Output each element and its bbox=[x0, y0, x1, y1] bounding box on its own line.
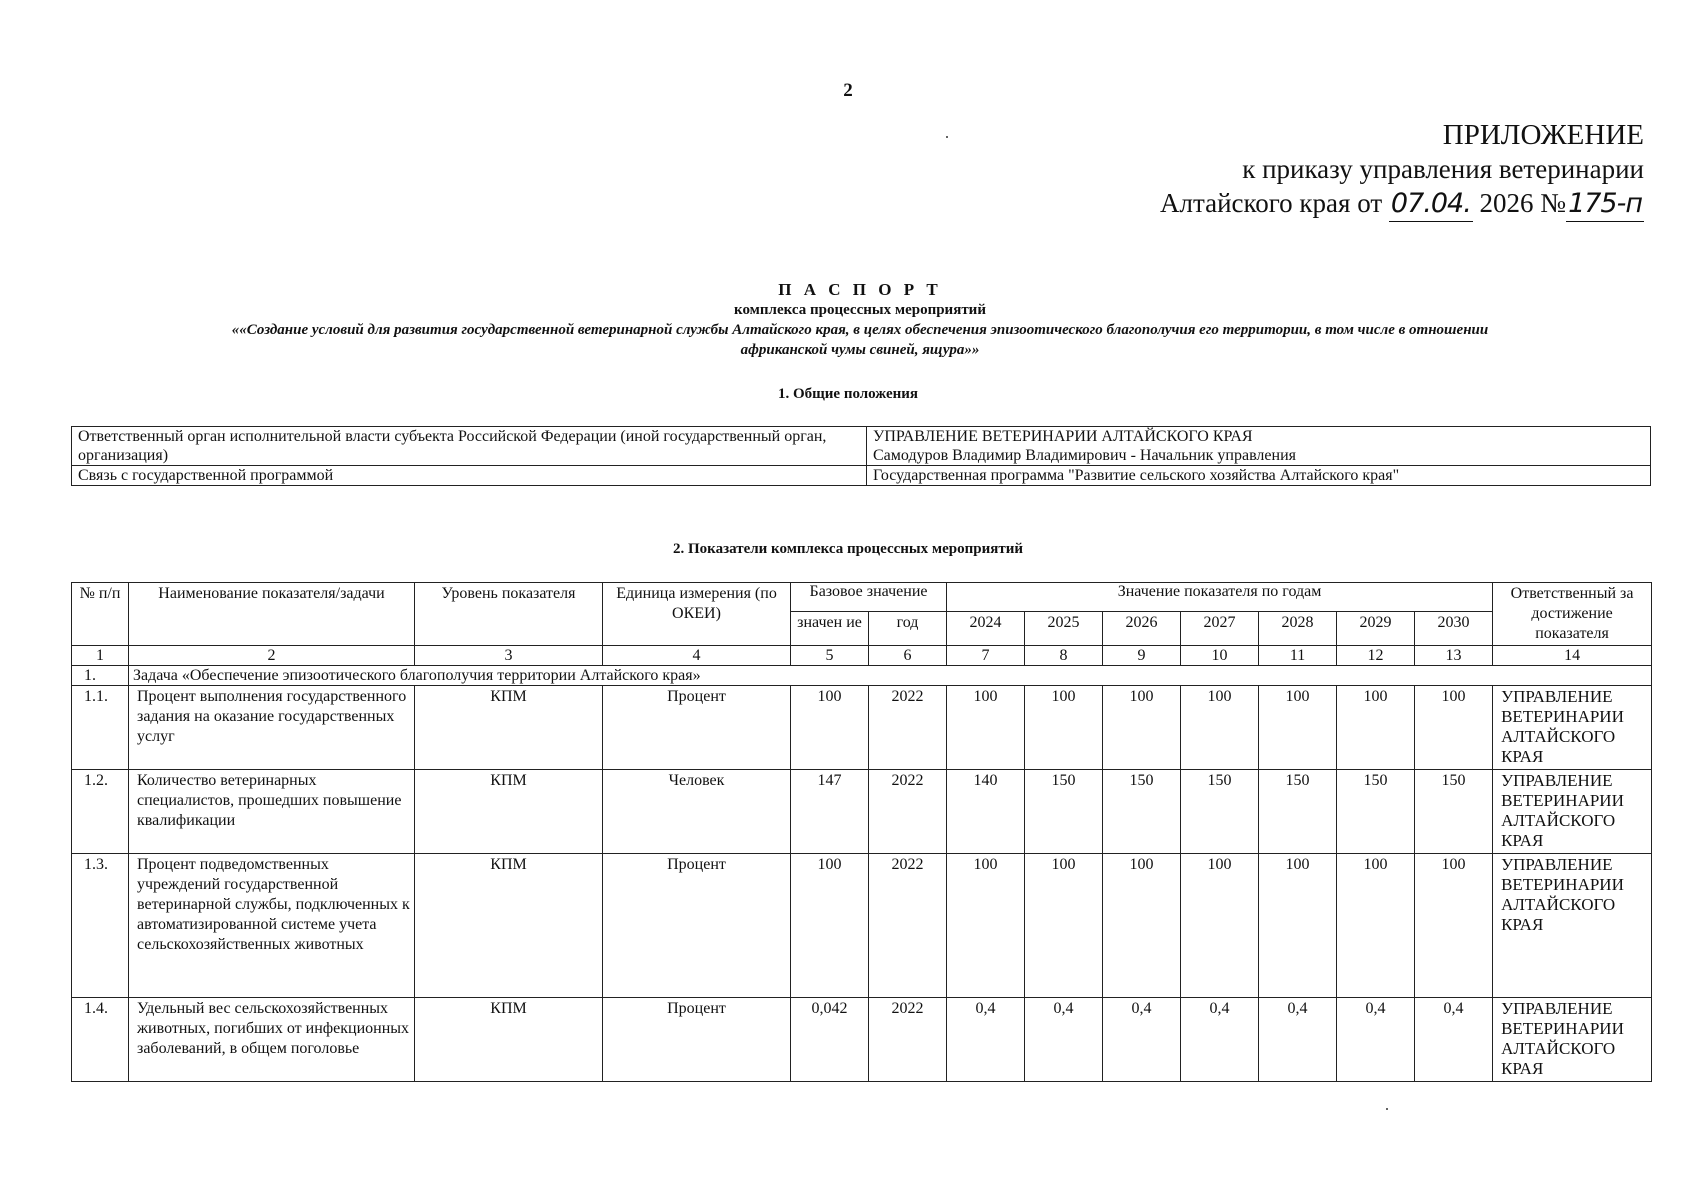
column-number-row bbox=[72, 646, 1652, 666]
row-base-value: 100 bbox=[791, 854, 869, 998]
scan-speck bbox=[1386, 1108, 1388, 1110]
scan-speck bbox=[946, 136, 948, 138]
row-unit: Человек bbox=[603, 770, 791, 854]
passport-title: П А С П О Р Т bbox=[778, 280, 942, 299]
colnum: 4 bbox=[603, 646, 791, 666]
header-num: № п/п bbox=[72, 583, 129, 646]
table-row bbox=[72, 686, 1652, 770]
colnum: 13 bbox=[1415, 646, 1493, 666]
row-level: КПМ bbox=[415, 854, 603, 998]
task-num: 1. bbox=[72, 666, 129, 686]
handwritten-date: 07.04. bbox=[1389, 187, 1473, 222]
row-base-year: 2022 bbox=[869, 770, 947, 854]
passport-heading bbox=[80, 280, 1640, 360]
general-row-program bbox=[72, 466, 1651, 486]
row-value-2026: 0,4 bbox=[1103, 998, 1181, 1082]
colnum: 8 bbox=[1025, 646, 1103, 666]
colnum: 14 bbox=[1493, 646, 1652, 666]
colnum: 2 bbox=[129, 646, 415, 666]
row-name: Количество ветеринарных специалистов, прошедших повышение квалификации bbox=[129, 770, 415, 854]
row-unit: Процент bbox=[603, 854, 791, 998]
row-value-2024: 140 bbox=[947, 770, 1025, 854]
row-value-2028: 150 bbox=[1259, 770, 1337, 854]
appendix-year: 2026 № bbox=[1479, 188, 1567, 218]
table-row bbox=[72, 770, 1652, 854]
row-value-2029: 100 bbox=[1337, 854, 1415, 998]
row-base-value: 0,042 bbox=[791, 998, 869, 1082]
row-value-2027: 150 bbox=[1181, 770, 1259, 854]
row-name: Процент выполнения государственного задания на оказание государственных услуг bbox=[129, 686, 415, 770]
row-value-2028: 100 bbox=[1259, 686, 1337, 770]
row-value-2025: 0,4 bbox=[1025, 998, 1103, 1082]
row-value-2028: 0,4 bbox=[1259, 998, 1337, 1082]
row-base-value: 147 bbox=[791, 770, 869, 854]
row-unit: Процент bbox=[603, 686, 791, 770]
task-row bbox=[72, 666, 1652, 686]
row-name: Процент подведомственных учреждений государственной ветеринарной службы, подключенных к автоматизированной системе учета сельскохозяйственных животных bbox=[129, 854, 415, 998]
colnum: 9 bbox=[1103, 646, 1181, 666]
general-value-responsible bbox=[867, 427, 1651, 466]
general-value-program: Государственная программа "Развитие сельского хозяйства Алтайского края" bbox=[867, 466, 1651, 486]
header-unit: Единица измерения (по ОКЕИ) bbox=[603, 583, 791, 646]
header-level: Уровень показателя bbox=[415, 583, 603, 646]
responsible-head: Самодуров Владимир Владимирович - Начальник управления bbox=[873, 447, 1296, 464]
header-year-2026: 2026 bbox=[1103, 611, 1181, 646]
row-value-2028: 100 bbox=[1259, 854, 1337, 998]
row-num: 1.1. bbox=[72, 686, 129, 770]
header-responsible: Ответственный за достижение показателя bbox=[1493, 583, 1652, 646]
colnum: 1 bbox=[72, 646, 129, 666]
header-by-years: Значение показателя по годам bbox=[947, 583, 1493, 612]
colnum: 12 bbox=[1337, 646, 1415, 666]
row-value-2027: 0,4 bbox=[1181, 998, 1259, 1082]
row-level: КПМ bbox=[415, 770, 603, 854]
handwritten-order-number: 175-п bbox=[1566, 187, 1644, 222]
row-value-2029: 0,4 bbox=[1337, 998, 1415, 1082]
row-name: Удельный вес сельскохозяйственных животных, погибших от инфекционных заболеваний, в общем поголовье bbox=[129, 998, 415, 1082]
general-label-responsible: Ответственный орган исполнительной власти субъекта Российской Федерации (иной государственный орган, организация) bbox=[72, 427, 867, 466]
row-value-2030: 100 bbox=[1415, 686, 1493, 770]
table-row bbox=[72, 854, 1652, 998]
row-value-2024: 0,4 bbox=[947, 998, 1025, 1082]
row-responsible: УПРАВЛЕНИЕ ВЕТЕРИНАРИИ АЛТАЙСКОГО КРАЯ bbox=[1493, 854, 1652, 998]
row-base-value: 100 bbox=[791, 686, 869, 770]
colnum: 5 bbox=[791, 646, 869, 666]
header-year-2024: 2024 bbox=[947, 611, 1025, 646]
appendix-line2: к приказу управления ветеринарии bbox=[1242, 154, 1644, 184]
colnum: 7 bbox=[947, 646, 1025, 666]
appendix-title: ПРИЛОЖЕНИЕ bbox=[1442, 119, 1644, 151]
task-text: Задача «Обеспечение эпизоотического благополучия территории Алтайского края» bbox=[129, 666, 1652, 686]
row-value-2026: 100 bbox=[1103, 686, 1181, 770]
row-value-2025: 100 bbox=[1025, 686, 1103, 770]
general-row-responsible bbox=[72, 427, 1651, 466]
row-num: 1.2. bbox=[72, 770, 129, 854]
row-value-2029: 100 bbox=[1337, 686, 1415, 770]
row-value-2026: 150 bbox=[1103, 770, 1181, 854]
page-number: 2 bbox=[843, 80, 853, 101]
row-base-year: 2022 bbox=[869, 998, 947, 1082]
row-base-year: 2022 bbox=[869, 686, 947, 770]
colnum: 3 bbox=[415, 646, 603, 666]
appendix-line3 bbox=[844, 186, 1644, 222]
header-year-2025: 2025 bbox=[1025, 611, 1103, 646]
header-base-year: год bbox=[869, 611, 947, 646]
row-value-2030: 150 bbox=[1415, 770, 1493, 854]
row-num: 1.4. bbox=[72, 998, 129, 1082]
colnum: 11 bbox=[1259, 646, 1337, 666]
row-unit: Процент bbox=[603, 998, 791, 1082]
header-row-1 bbox=[72, 583, 1652, 612]
section2-title: 2. Показатели комплекса процессных мероприятий bbox=[672, 541, 1023, 557]
row-level: КПМ bbox=[415, 686, 603, 770]
row-value-2024: 100 bbox=[947, 854, 1025, 998]
appendix-line3-prefix: Алтайского края от bbox=[1160, 188, 1383, 218]
row-value-2027: 100 bbox=[1181, 686, 1259, 770]
colnum: 6 bbox=[869, 646, 947, 666]
row-value-2030: 0,4 bbox=[1415, 998, 1493, 1082]
row-responsible: УПРАВЛЕНИЕ ВЕТЕРИНАРИИ АЛТАЙСКОГО КРАЯ bbox=[1493, 998, 1652, 1082]
section1-title: 1. Общие положения bbox=[777, 386, 919, 402]
row-value-2024: 100 bbox=[947, 686, 1025, 770]
row-responsible: УПРАВЛЕНИЕ ВЕТЕРИНАРИИ АЛТАЙСКОГО КРАЯ bbox=[1493, 770, 1652, 854]
general-label-program: Связь с государственной программой bbox=[72, 466, 867, 486]
row-base-year: 2022 bbox=[869, 854, 947, 998]
appendix-header bbox=[844, 118, 1644, 222]
row-value-2026: 100 bbox=[1103, 854, 1181, 998]
header-year-2027: 2027 bbox=[1181, 611, 1259, 646]
row-level: КПМ bbox=[415, 998, 603, 1082]
row-value-2029: 150 bbox=[1337, 770, 1415, 854]
indicators-table bbox=[71, 582, 1652, 1082]
row-value-2027: 100 bbox=[1181, 854, 1259, 998]
responsible-org: УПРАВЛЕНИЕ ВЕТЕРИНАРИИ АЛТАЙСКОГО КРАЯ bbox=[873, 428, 1253, 445]
header-year-2030: 2030 bbox=[1415, 611, 1493, 646]
header-year-2028: 2028 bbox=[1259, 611, 1337, 646]
header-year-2029: 2029 bbox=[1337, 611, 1415, 646]
row-responsible: УПРАВЛЕНИЕ ВЕТЕРИНАРИИ АЛТАЙСКОГО КРАЯ bbox=[1493, 686, 1652, 770]
header-base: Базовое значение bbox=[791, 583, 947, 612]
row-value-2025: 150 bbox=[1025, 770, 1103, 854]
passport-name-line1: ««Создание условий для развития государственной ветеринарной службы Алтайского края, в целях обеспечения эпизоотического благополучия его территории, в том числе в отношении bbox=[231, 322, 1489, 338]
row-value-2025: 100 bbox=[1025, 854, 1103, 998]
row-num: 1.3. bbox=[72, 854, 129, 998]
colnum: 10 bbox=[1181, 646, 1259, 666]
passport-subtitle: комплекса процессных мероприятий bbox=[734, 302, 986, 318]
header-name: Наименование показателя/задачи bbox=[129, 583, 415, 646]
passport-name-line2: африканской чумы свиней, ящура»» bbox=[740, 342, 980, 358]
row-value-2030: 100 bbox=[1415, 854, 1493, 998]
general-provisions-table bbox=[71, 426, 1651, 486]
table-row bbox=[72, 998, 1652, 1082]
header-base-value: значен ие bbox=[791, 611, 869, 646]
